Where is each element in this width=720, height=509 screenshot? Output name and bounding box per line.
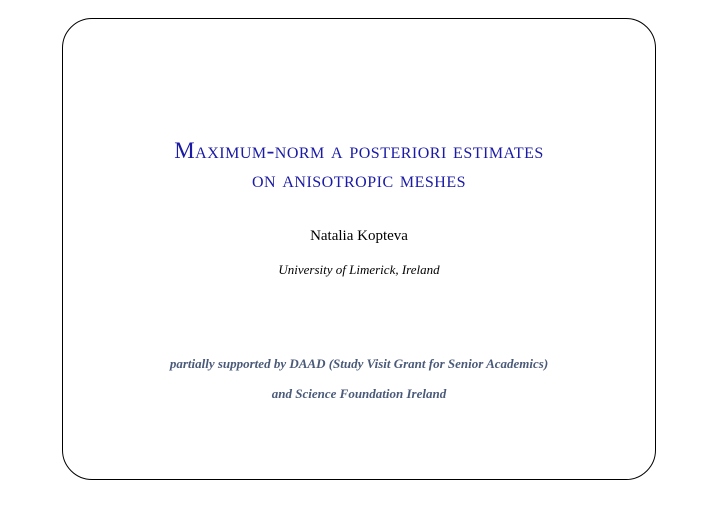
funding-note-line-1: partially supported by DAAD (Study Visit Grant for Senior Academics) — [169, 356, 549, 371]
slide-frame — [62, 18, 656, 480]
slide-title — [62, 136, 656, 194]
funding-note-line-2: and Science Foundation Ireland — [271, 386, 447, 401]
title-line-1: Maximum-norm a posteriori estimates — [174, 138, 544, 163]
author-name: Natalia Kopteva — [310, 228, 408, 244]
author-affiliation: University of Limerick, Ireland — [278, 262, 440, 277]
title-line-2: on anisotropic meshes — [251, 167, 467, 192]
